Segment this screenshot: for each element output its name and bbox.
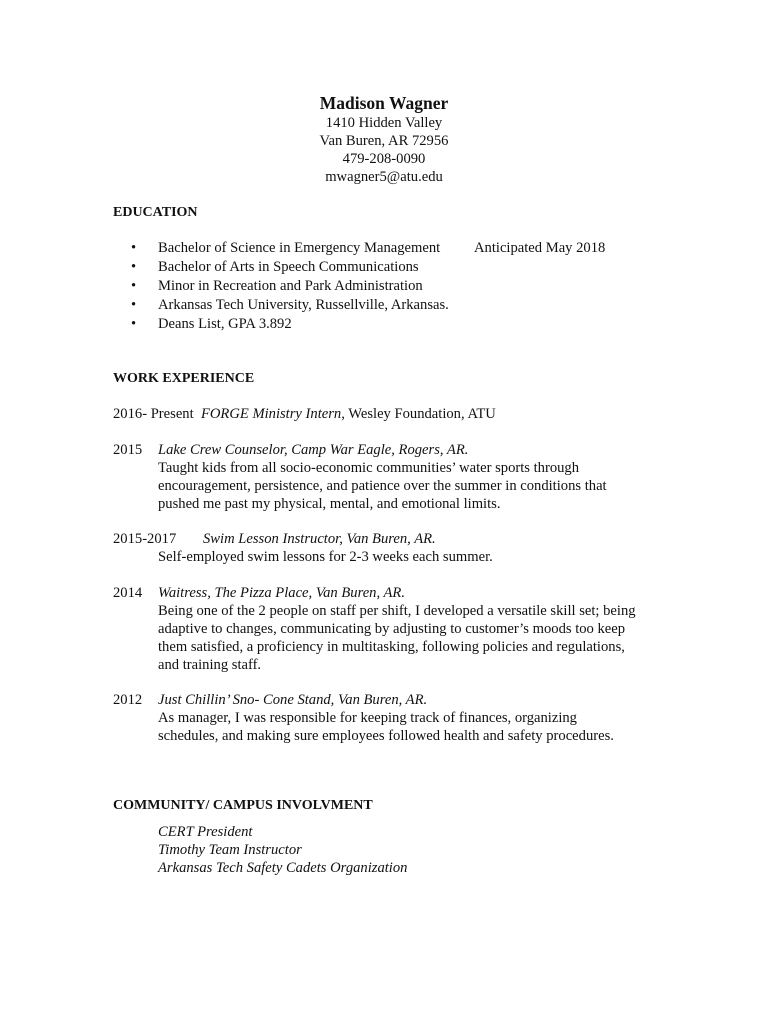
address-line-1: 1410 Hidden Valley xyxy=(325,115,443,131)
anticipated-date: Anticipated May 2018 xyxy=(474,240,606,256)
job-entry xyxy=(113,405,496,423)
bullet-icon: • xyxy=(131,297,137,313)
job-organization: , Wesley Foundation, ATU xyxy=(341,406,496,422)
description-line: As manager, I was responsible for keeping track of finances, organizing xyxy=(158,710,577,726)
job-description xyxy=(158,709,614,745)
bullet-icon: • xyxy=(131,316,137,332)
education-item-text: Deans List, GPA 3.892 xyxy=(158,316,292,332)
bullet-icon: • xyxy=(131,278,137,294)
job-description xyxy=(158,602,636,674)
work-experience-heading: WORK EXPERIENCE xyxy=(113,371,255,386)
community-item: Timothy Team Instructor xyxy=(158,842,302,858)
job-years: 2012 xyxy=(113,692,143,708)
candidate-name: Madison Wagner xyxy=(319,93,449,113)
description-line: and training staff. xyxy=(158,657,262,673)
job-years: 2014 xyxy=(113,585,143,601)
description-line: Being one of the 2 people on staff per shift, I developed a versatile skill set; being xyxy=(158,603,636,619)
job-years: 2015 xyxy=(113,442,143,458)
job-title: Just Chillin’ Sno- Cone Stand, Van Buren, AR. xyxy=(158,692,428,708)
bullet-icon: • xyxy=(131,240,137,256)
education-item-text: Bachelor of Arts in Speech Communications xyxy=(158,259,419,275)
community-item: Arkansas Tech Safety Cadets Organization xyxy=(158,860,408,876)
education-item-text: Arkansas Tech University, Russellville, Arkansas. xyxy=(158,297,449,313)
description-line: schedules, and making sure employees followed health and safety procedures. xyxy=(158,728,614,744)
address-line-2: Van Buren, AR 72956 xyxy=(319,133,449,149)
job-years: 2015-2017 xyxy=(113,531,177,547)
job-title: Swim Lesson Instructor, Van Buren, AR. xyxy=(203,531,436,547)
description-line: them satisfied, a proficiency in multitasking, following policies and regulations, xyxy=(158,639,625,655)
description-line: pushed me past my physical, mental, and emotional limits. xyxy=(158,496,501,512)
description-line: encouragement, persistence, and patience over the summer in conditions that xyxy=(158,478,607,494)
description-line: Taught kids from all socio-economic communities’ water sports through xyxy=(158,460,580,476)
job-description xyxy=(158,459,607,513)
job-years: 2016- Present xyxy=(113,406,194,422)
description-line: Self-employed swim lessons for 2-3 weeks each summer. xyxy=(158,549,493,565)
education-item-text: Bachelor of Science in Emergency Management xyxy=(158,240,441,256)
community-item: CERT President xyxy=(158,824,253,840)
description-line: adaptive to changes, communicating by adjusting to customer’s moods too keep xyxy=(158,621,626,637)
phone-number: 479-208-0090 xyxy=(342,151,426,167)
community-heading: COMMUNITY/ CAMPUS INVOLVMENT xyxy=(113,798,373,813)
email-address: mwagner5@atu.edu xyxy=(325,169,443,185)
job-title: Lake Crew Counselor, Camp War Eagle, Rogers, AR. xyxy=(158,442,469,458)
job-title: FORGE Ministry Intern xyxy=(200,406,342,422)
bullet-icon: • xyxy=(131,259,137,275)
education-item-text: Minor in Recreation and Park Administration xyxy=(158,278,423,294)
job-description xyxy=(158,548,493,566)
job-title: Waitress, The Pizza Place, Van Buren, AR. xyxy=(158,585,405,601)
education-heading: EDUCATION xyxy=(113,205,198,220)
community-list xyxy=(158,823,407,877)
